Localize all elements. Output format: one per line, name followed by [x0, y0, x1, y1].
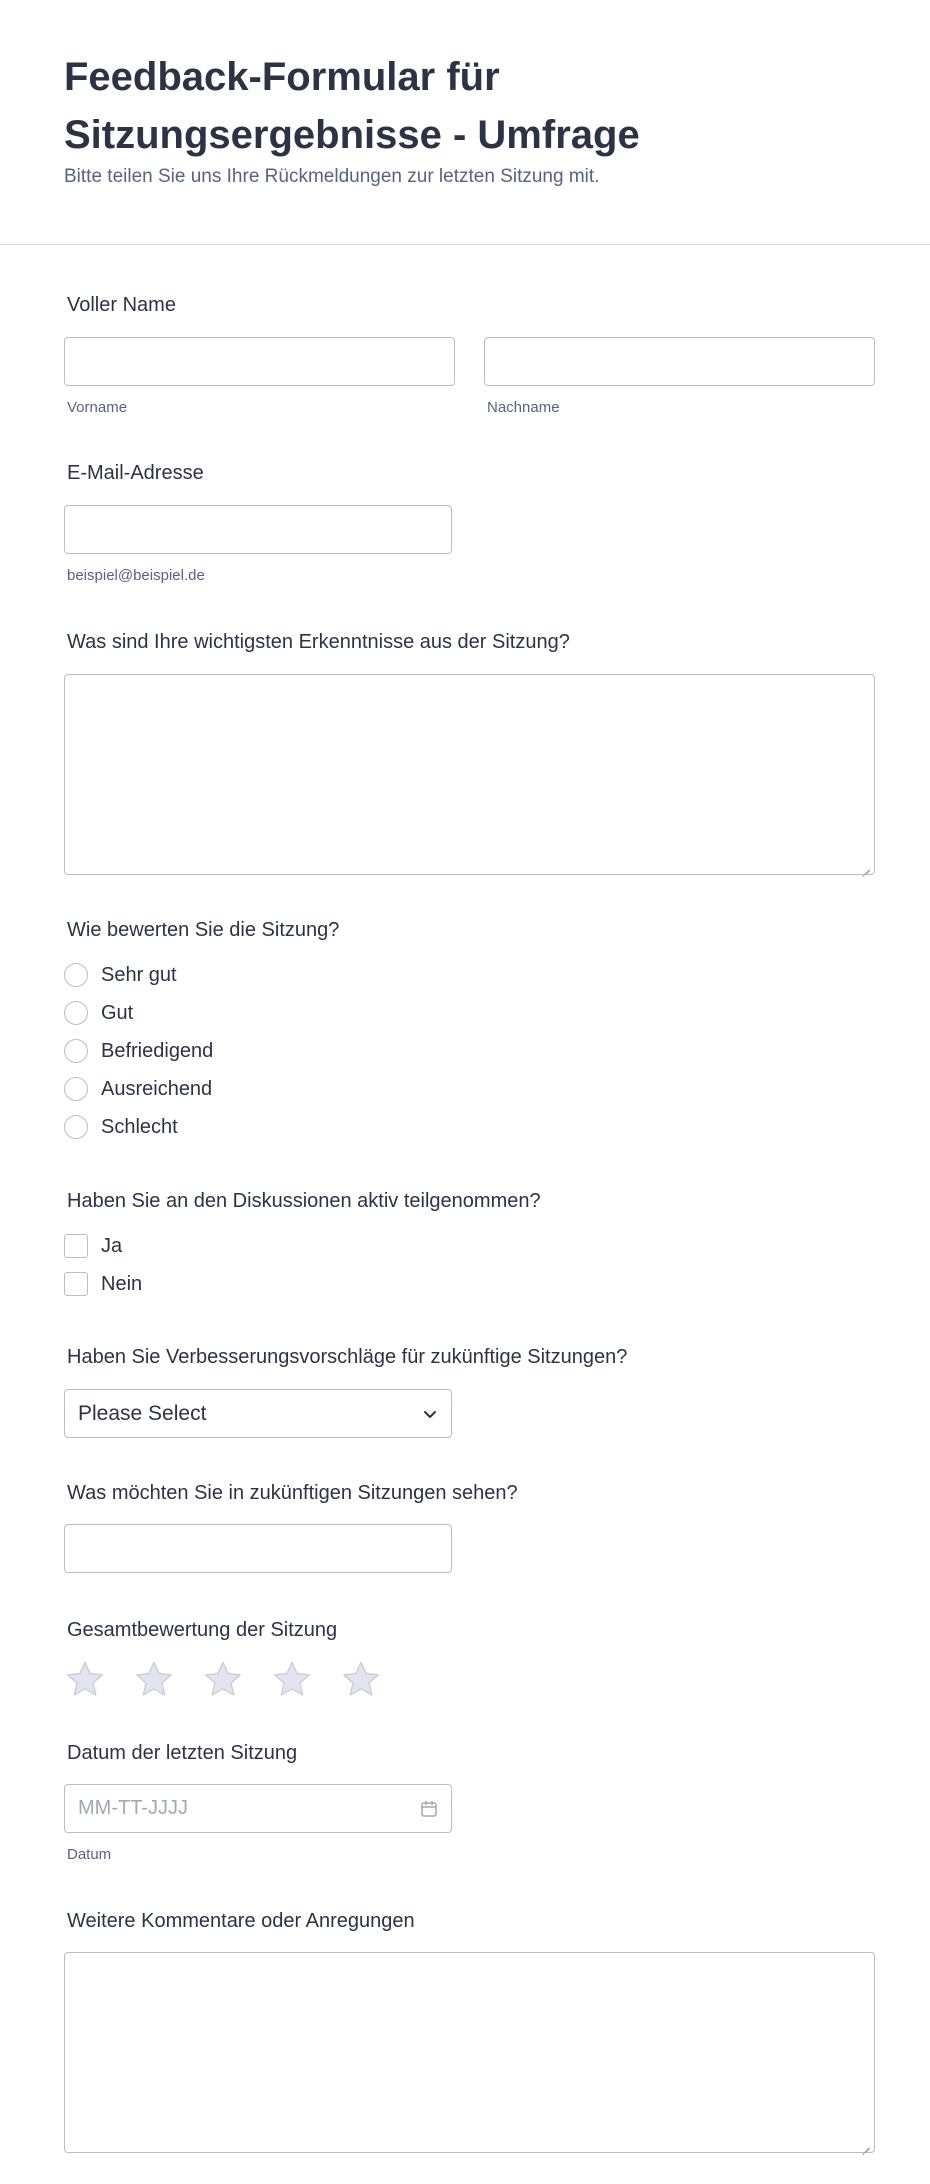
select-value: Please Select [78, 1401, 207, 1425]
first-name-input[interactable] [64, 337, 455, 386]
rating-option-sehr-gut[interactable] [64, 960, 177, 990]
email-label: E-Mail-Adresse [67, 462, 204, 484]
participation-label: Haben Sie an den Diskussionen aktiv teilgenommen? [67, 1190, 541, 1212]
checkbox[interactable] [64, 1272, 88, 1296]
resize-grip-icon[interactable] [862, 2140, 870, 2148]
full-name-label: Voller Name [67, 294, 176, 316]
rating-option-label: Gut [101, 1001, 134, 1024]
form-subtitle: Bitte teilen Sie uns Ihre Rückmeldungen zur letzten Sitzung mit. [64, 166, 600, 187]
date-placeholder: MM-TT-JJJJ [78, 1797, 188, 1819]
participation-option-label: Nein [101, 1272, 143, 1295]
star-rating [64, 1658, 409, 1700]
star-icon[interactable] [202, 1658, 244, 1700]
radio-button[interactable] [64, 1077, 88, 1101]
suggestions-label: Haben Sie Verbesserungsvorschläge für zukünftige Sitzungen? [67, 1346, 628, 1368]
takeaways-textarea[interactable] [64, 674, 875, 875]
form-header [0, 0, 930, 245]
future-input[interactable] [64, 1524, 452, 1573]
chevron-down-icon [423, 1407, 437, 1421]
rating-label: Wie bewerten Sie die Sitzung? [67, 919, 340, 941]
rating-option-label: Sehr gut [101, 963, 177, 986]
calendar-icon[interactable] [419, 1799, 439, 1819]
form-title: Feedback-Formular für Sitzungsergebnisse - Umfrage [64, 55, 640, 157]
star-icon[interactable] [340, 1658, 382, 1700]
future-label: Was möchten Sie in zukünftigen Sitzungen sehen? [67, 1482, 518, 1504]
email-sublabel: beispiel@beispiel.de [67, 567, 205, 584]
last-name-input[interactable] [484, 337, 875, 386]
suggestions-select[interactable] [64, 1389, 452, 1438]
radio-button[interactable] [64, 1115, 88, 1139]
rating-option-schlecht[interactable] [64, 1112, 178, 1142]
participation-option-label: Ja [101, 1234, 123, 1257]
checkbox[interactable] [64, 1234, 88, 1258]
takeaways-label: Was sind Ihre wichtigsten Erkenntnisse aus der Sitzung? [67, 631, 570, 653]
participation-option-nein[interactable] [64, 1269, 142, 1299]
rating-option-label: Ausreichend [101, 1077, 213, 1100]
star-icon[interactable] [133, 1658, 175, 1700]
email-input[interactable] [64, 505, 452, 554]
date-label: Datum der letzten Sitzung [67, 1742, 298, 1764]
date-sublabel: Datum [67, 1846, 112, 1863]
star-icon[interactable] [271, 1658, 313, 1700]
resize-grip-icon[interactable] [862, 862, 870, 870]
comments-label: Weitere Kommentare oder Anregungen [67, 1910, 415, 1932]
rating-option-ausreichend[interactable] [64, 1074, 212, 1104]
rating-option-befriedigend[interactable] [64, 1036, 213, 1066]
first-name-sublabel: Vorname [67, 399, 128, 416]
rating-option-label: Schlecht [101, 1115, 178, 1138]
last-name-sublabel: Nachname [487, 399, 560, 416]
participation-option-ja[interactable] [64, 1231, 122, 1261]
date-input[interactable] [64, 1784, 452, 1833]
radio-button[interactable] [64, 1001, 88, 1025]
overall-label: Gesamtbewertung der Sitzung [67, 1619, 338, 1641]
rating-option-gut[interactable] [64, 998, 133, 1028]
star-icon[interactable] [64, 1658, 106, 1700]
radio-button[interactable] [64, 1039, 88, 1063]
comments-textarea[interactable] [64, 1952, 875, 2153]
rating-option-label: Befriedigend [101, 1039, 214, 1062]
radio-button[interactable] [64, 963, 88, 987]
